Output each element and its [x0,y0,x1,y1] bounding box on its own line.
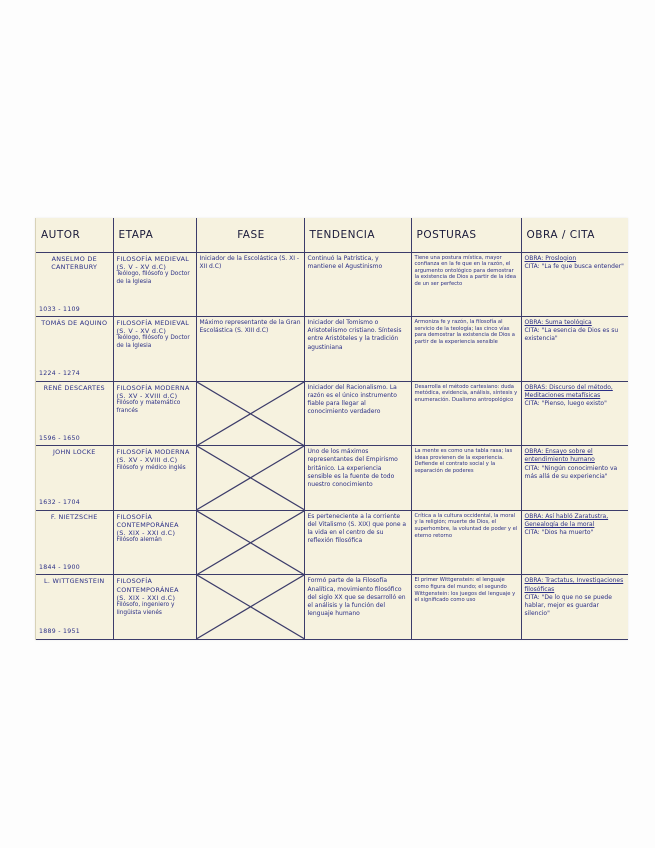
etapa-description: Filósofo, ingeniero y lingüista vienés [116,602,175,616]
author-years: 1596 - 1650 [39,434,80,442]
obra-title: OBRA: Ensayo sobre el entendimiento humano [524,448,595,464]
cita-quote: CITA: "De lo que no se puede hablar, mejor es guardar silencio" [524,593,612,618]
tendencia-cell: Continuó la Patrística, y mantiene el Agustinismo [304,252,411,317]
cross-mark [197,446,304,510]
author-name: RENÉ DESCARTES [43,383,105,392]
author-name: JOHN LOCKE [52,448,96,457]
cross-mark [197,575,304,639]
etapa-title: FILOSOFÍA MODERNA [116,448,190,457]
etapa-period: (S. XV - XVIII d.C) [116,391,178,400]
obra-cita-cell [521,510,628,575]
obra-cita-cell [521,317,628,382]
etapa-description: Teólogo, filósofo y Doctor de la Iglesia [116,335,190,350]
posturas-cell: Armoniza fe y razón, la filosofía al servicio de la teología; las cinco vías para demostrar la existencia de Dios a partir de la experiencia sensible [411,317,521,382]
etapa-title: FILOSOFÍA MEDIEVAL [116,319,190,328]
table-row [36,252,628,317]
philosophy-table-sheet [35,218,628,640]
etapa-cell [113,510,196,575]
tendencia-cell: Formó parte de la Filosofía Analítica, movimiento filosófico del siglo XX que se desarrolló en el análisis y la función del lenguaje humano [304,575,411,640]
table-row [36,381,628,446]
cita-quote: CITA: "Dios ha muerto" [524,529,594,537]
header-etapa: ETAPA [113,218,196,252]
cross-mark [197,511,304,575]
author-name: F. NIETZSCHE [50,512,98,521]
etapa-description: Filósofo y médico inglés [116,464,186,471]
header-fase: FASE [196,218,304,252]
obra-title: OBRA: Tractatus, Investigaciones filosóficas [524,577,624,593]
table-row [36,575,628,640]
etapa-period: (S. XV - XVIII d.C) [116,456,178,465]
fase-cell-empty [196,446,304,511]
author-name: TOMÁS DE AQUINO [41,319,108,328]
cita-quote: CITA: "Pienso, luego existo" [524,400,607,408]
tendencia-cell: Uno de los máximos representantes del Empirismo británico. La experiencia sensible es la fuente de todo nuestro conocimiento [304,446,411,511]
author-name: ANSELMO DE CANTERBURY [51,254,98,271]
autor-cell [36,252,113,317]
obra-title: OBRA: Así habló Zaratustra, Genealogía de la moral [524,512,609,529]
cita-quote: CITA: "La esencia de Dios es su existencia" [524,327,619,343]
etapa-cell [113,575,196,640]
table-row [36,510,628,575]
header-autor: AUTOR [36,218,113,252]
etapa-title: FILOSOFÍA CONTEMPORÁNEA [116,512,179,530]
header-obra-cita: OBRA / CITA [521,218,628,252]
etapa-period: (S. V - XV d.C) [116,327,167,336]
author-name: L. WITTGENSTEIN [44,577,105,586]
author-years: 1889 - 1951 [39,628,80,636]
cross-mark [197,382,304,446]
cita-quote: CITA: "La fe que busca entender" [524,262,624,270]
etapa-title: FILOSOFÍA MODERNA [116,383,190,392]
etapa-period: (S. XIX - XXI d.C) [116,529,176,538]
posturas-cell: El primer Wittgenstein: el lenguaje como figura del mundo; el segundo Wittgenstein: los juegos del lenguaje y el significado como uso [411,575,521,640]
posturas-cell: Crítica a la cultura occidental, la moral y la religión; muerte de Dios, el superhombre, la voluntad de poder y el eterno retorno [411,510,521,575]
philosophy-table [36,218,628,640]
autor-cell [36,510,113,575]
table-row [36,446,628,511]
fase-cell-empty [196,381,304,446]
fase-cell-empty [196,510,304,575]
etapa-period: (S. V - XV d.C) [116,262,167,271]
obra-cita-cell [521,381,628,446]
etapa-cell [113,446,196,511]
tendencia-cell: Iniciador del Racionalismo. La razón es el único instrumento fiable para llegar al conocimiento verdadero [304,381,411,446]
etapa-description: Filósofo y matemático francés [116,400,181,414]
etapa-title: FILOSOFÍA MEDIEVAL [116,254,190,263]
etapa-period: (S. XIX - XXI d.C) [116,593,176,602]
obra-cita-cell [521,575,628,640]
header-tendencia: TENDENCIA [304,218,411,252]
tendencia-cell: Iniciador del Tomismo o Aristotelismo cristiano. Síntesis entre Aristóteles y la tradición agustiniana [304,317,411,382]
etapa-description: Filósofo alemán [116,537,162,544]
autor-cell [36,381,113,446]
author-years: 1033 - 1109 [39,305,80,313]
obra-title: OBRA: Suma teológica [524,319,592,327]
obra-title: OBRA: Proslogion [524,254,577,262]
obra-title: OBRAS: Discurso del método, Meditaciones metafísicas [524,383,613,399]
posturas-cell: Tiene una postura mística, mayor confianza en la fe que en la razón, el argumento ontológico para demostrar la existencia de Dios a partir de la idea de un ser perfecto [411,252,521,317]
fase-cell: Iniciador de la Escolástica (S. XI - XII d.C) [196,252,304,317]
autor-cell [36,446,113,511]
header-row [36,218,628,252]
fase-cell-empty [196,575,304,640]
author-years: 1844 - 1900 [39,563,80,571]
etapa-cell [113,381,196,446]
obra-cita-cell [521,252,628,317]
cita-quote: CITA: "Ningún conocimiento va más allá de su experiencia" [524,464,618,480]
header-posturas: POSTURAS [411,218,521,252]
posturas-cell: La mente es como una tabla rasa; las ideas provienen de la experiencia. Defiende el contrato social y la separación de poderes [411,446,521,511]
etapa-description: Teólogo, filósofo y Doctor de la Iglesia [116,270,190,285]
tendencia-cell: Es perteneciente a la corriente del Vitalismo (S. XIX) que pone a la vida en el centro de su reflexión filosófica [304,510,411,575]
autor-cell [36,317,113,382]
fase-cell: Máximo representante de la Gran Escolástica (S. XIII d.C) [196,317,304,382]
table-row [36,317,628,382]
etapa-cell [113,317,196,382]
etapa-title: FILOSOFÍA CONTEMPORÁNEA [116,577,179,594]
autor-cell [36,575,113,640]
author-years: 1224 - 1274 [39,370,80,378]
posturas-cell: Desarrolla el método cartesiano: duda metódica, evidencia, análisis, síntesis y enumeración. Dualismo antropológico [411,381,521,446]
obra-cita-cell [521,446,628,511]
author-years: 1632 - 1704 [39,499,80,507]
etapa-cell [113,252,196,317]
